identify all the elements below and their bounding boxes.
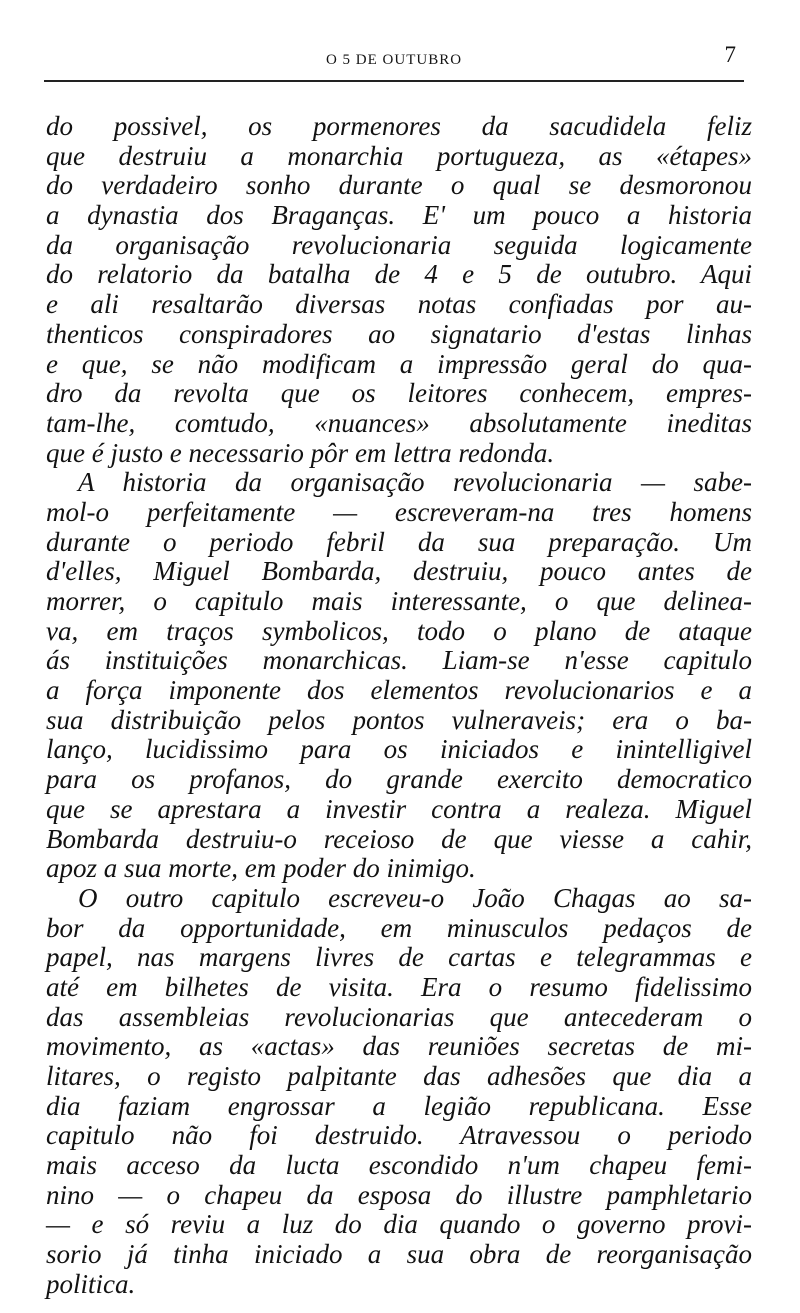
text-line: do relatorio da batalha de 4 e 5 de outubro. Aqui bbox=[46, 259, 752, 290]
text-line: — e só reviu a luz do dia quando o governo provi- bbox=[46, 1209, 752, 1240]
text-line: morrer, o capitulo mais interessante, o que delinea- bbox=[46, 586, 752, 616]
text-line: do possivel, os pormenores da sacudidela feliz bbox=[46, 111, 752, 141]
text-line: do verdadeiro sonho durante o qual se desmoronou bbox=[46, 170, 752, 201]
text-line: ás instituições monarchicas. Liam-se n'esse capitulo bbox=[46, 645, 752, 676]
text-line: litares, o registo palpitante das adhesões que dia a bbox=[46, 1061, 752, 1091]
text-line: capitulo não foi destruido. Atravessou o periodo bbox=[46, 1120, 752, 1151]
text-line: thenticos conspiradores ao signatario d'estas linhas bbox=[46, 318, 752, 349]
page-number: 7 bbox=[724, 42, 736, 67]
text-line: que destruiu a monarchia portugueza, as «étapes» bbox=[46, 140, 752, 171]
text-line: a dynastia dos Braganças. E' um pouco a historia bbox=[46, 200, 752, 231]
body-text bbox=[46, 112, 752, 1300]
text-line: para os profanos, do grande exercito democratico bbox=[46, 764, 752, 795]
text-line: das assembleias revolucionarias que antecederam o bbox=[46, 1001, 752, 1032]
text-line: mais acceso da lucta escondido n'um chapeu femi- bbox=[46, 1150, 752, 1181]
text-line: apoz a sua morte, em poder do inimigo. bbox=[46, 853, 476, 884]
text-line: d'elles, Miguel Bombarda, destruiu, pouco antes de bbox=[46, 556, 752, 587]
text-line: sorio já tinha iniciado a sua obra de reorganisação bbox=[46, 1239, 752, 1270]
text-line: papel, nas margens livres de cartas e telegrammas e bbox=[46, 942, 752, 973]
text-line: e que, se não modificam a impressão geral do qua- bbox=[46, 348, 752, 379]
text-line: durante o periodo febril da sua preparação. Um bbox=[46, 526, 752, 557]
text-line: que é justo e necessario pôr em lettra redonda. bbox=[46, 437, 555, 468]
text-line: lanço, lucidissimo para os iniciados e inintelligivel bbox=[46, 734, 752, 765]
text-line: da organisação revolucionaria seguida logicamente bbox=[46, 229, 752, 260]
text-line: que se aprestara a investir contra a realeza. Miguel bbox=[46, 793, 752, 824]
text-line: sua distribuição pelos pontos vulneraveis; era o ba- bbox=[46, 704, 752, 735]
text-line: dia faziam engrossar a legião republicana. Esse bbox=[46, 1090, 752, 1121]
text-line: e ali resaltarão diversas notas confiadas por au- bbox=[46, 289, 752, 320]
text-line: va, em traços symbolicos, todo o plano de ataque bbox=[46, 615, 752, 646]
running-title: O 5 DE OUTUBRO bbox=[325, 52, 463, 68]
text-line: mol-o perfeitamente — escreveram-na tres homens bbox=[46, 496, 752, 527]
text-line: O outro capitulo escreveu-o João Chagas ao sa- bbox=[78, 882, 752, 913]
text-line: politica. bbox=[46, 1268, 136, 1299]
text-line: nino — o chapeu da esposa do illustre pamphletario bbox=[46, 1179, 752, 1210]
text-line: Bombarda destruiu-o receioso de que viesse a cahir, bbox=[46, 823, 752, 854]
text-line: dro da revolta que os leitores conhecem, empres- bbox=[46, 378, 752, 409]
text-line: tam-lhe, comtudo, «nuances» absolutamente ineditas bbox=[46, 407, 752, 438]
text-line: a força imponente dos elementos revolucionarios e a bbox=[46, 675, 752, 706]
text-line: A historia da organisação revolucionaria — sabe- bbox=[78, 467, 752, 498]
text-line: até em bilhetes de visita. Era o resumo fidelissimo bbox=[46, 971, 752, 1002]
page-header bbox=[44, 40, 744, 84]
header-rule bbox=[44, 80, 744, 82]
text-line: movimento, as «actas» das reuniões secretas de mi- bbox=[46, 1031, 752, 1062]
text-line: bor da opportunidade, em minusculos pedaços de bbox=[46, 912, 752, 943]
